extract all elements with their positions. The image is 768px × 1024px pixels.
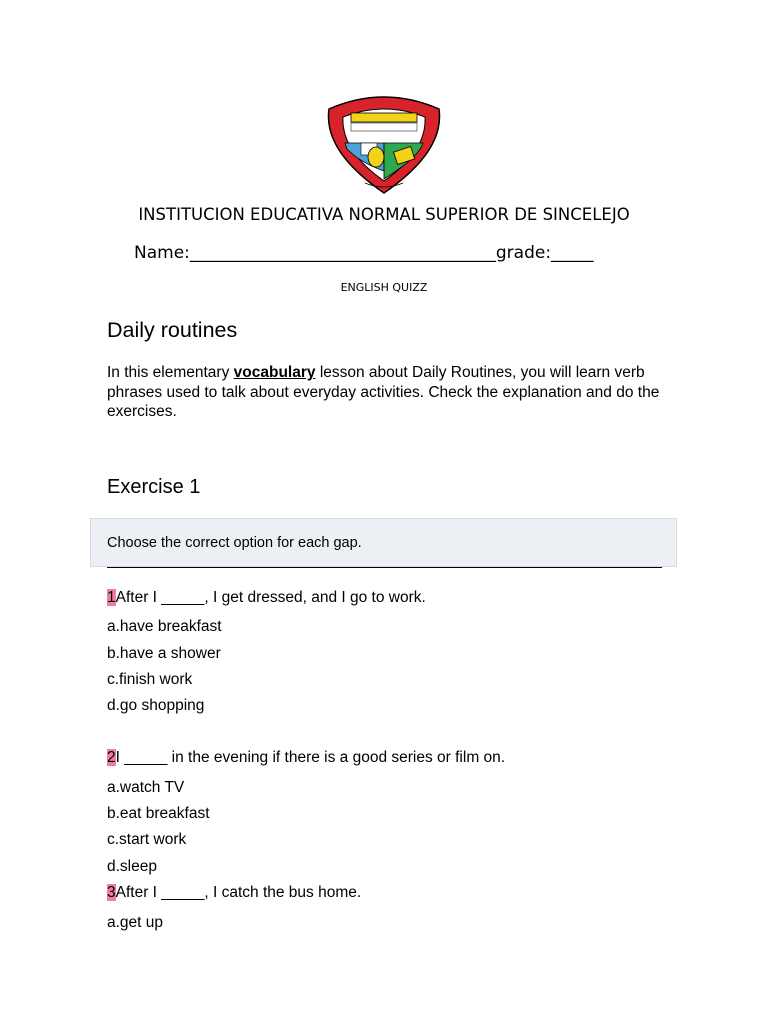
instruction-text: Choose the correct option for each gap.: [107, 535, 362, 551]
vocabulary-link[interactable]: vocabulary: [233, 364, 316, 381]
option[interactable]: b.eat breakfast: [107, 805, 210, 822]
option[interactable]: c.start work: [107, 831, 187, 848]
lesson-title: Daily routines: [107, 318, 238, 342]
option[interactable]: d.go shopping: [107, 697, 205, 714]
option[interactable]: a.have breakfast: [107, 618, 222, 635]
exercise-title: Exercise 1: [107, 476, 201, 498]
question-text: I _____ in the evening if there is a good series or film on.: [115, 749, 506, 766]
option[interactable]: b.have a shower: [107, 645, 221, 662]
option[interactable]: c.finish work: [107, 671, 193, 688]
question-number: 3: [107, 884, 116, 901]
school-crest-logo: [321, 91, 447, 195]
option[interactable]: d.sleep: [107, 858, 157, 875]
intro-text-after: lesson about Daily Routines, you will learn verb phrases used to talk about everyday activities. Check the explanation and do the exercises.: [107, 364, 660, 420]
question-1: [107, 589, 426, 607]
quiz-title: ENGLISH QUIZZ: [340, 281, 428, 294]
question-3: [107, 884, 361, 902]
option[interactable]: a.watch TV: [107, 779, 185, 796]
question-text: After I _____, I catch the bus home.: [115, 884, 362, 901]
question-2: [107, 749, 505, 767]
divider-line: [107, 567, 662, 568]
question-text: After I _____, I get dressed, and I go to work.: [115, 589, 426, 606]
name-grade-line: Name:____________________________________grade:_____: [134, 243, 594, 263]
question-number: 1: [107, 589, 116, 606]
school-name: INSTITUCION EDUCATIVA NORMAL SUPERIOR DE SINCELEJO: [138, 205, 630, 224]
question-number: 2: [107, 749, 116, 766]
option[interactable]: a.get up: [107, 914, 164, 931]
intro-text-before: In this elementary: [107, 364, 234, 381]
lesson-intro: [107, 363, 667, 422]
